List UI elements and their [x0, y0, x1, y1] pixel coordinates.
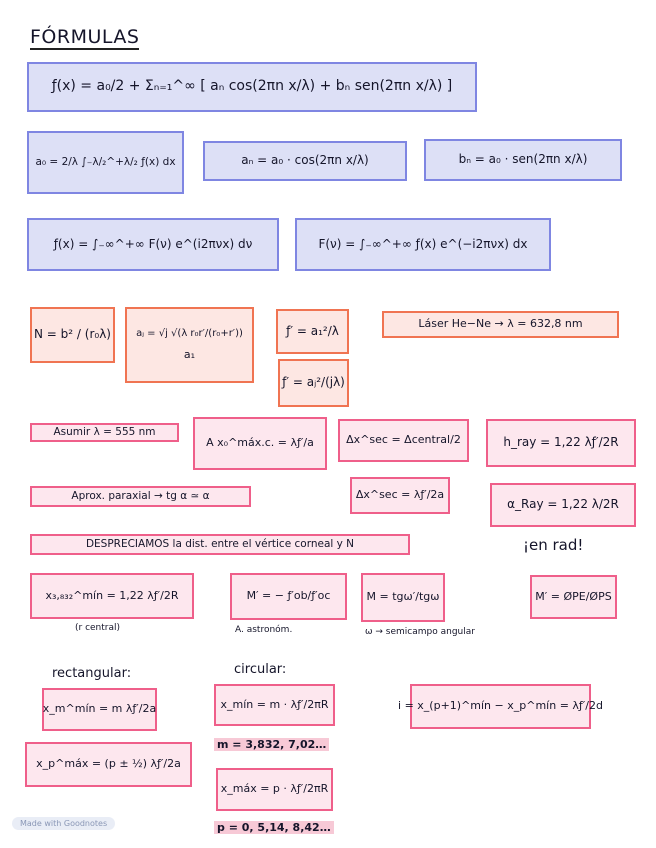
p-values-note: p = 0, 5,14, 8,42…: [214, 821, 334, 834]
angular-magnification-formula: M = tgω′/tgω: [361, 573, 445, 622]
fourier-transform-formula: F(ν) = ∫₋∞^+∞ ƒ(x) e^(−i2πνx) dx: [295, 218, 551, 271]
laser-wavelength-note: Láser He−Ne → λ = 632,8 nm: [382, 311, 619, 338]
circular-maximum-formula: x_máx = p · λƒ′/2πR: [216, 768, 333, 811]
fresnel-number-formula: N = b² / (r₀λ): [30, 307, 115, 363]
goodnotes-badge: Made with Goodnotes: [12, 817, 115, 830]
page-title: FÓRMULAS: [30, 26, 140, 48]
secondary-width-central-formula: Δx^sec = Δcentral/2: [338, 419, 469, 462]
rayleigh-angle-formula: α_Ray = 1,22 λ/2R: [490, 483, 636, 527]
assume-wavelength-note: Asumir λ = 555 nm: [30, 423, 179, 442]
interfringe-formula: i = x_(p+1)^mín − x_p^mín = λƒ′/2d: [410, 684, 591, 729]
zone-radius-underbrace-label: a₁: [183, 348, 196, 362]
pupil-magnification-formula: M′ = ØPE/ØPS: [530, 575, 617, 619]
max-central-amplitude-formula: A x₀^máx.c. = λƒ′/a: [193, 417, 327, 470]
circular-minimum-formula: x_mín = m · λƒ′/2πR: [214, 684, 335, 726]
m-values-note: m = 3,832, 7,02…: [214, 738, 329, 751]
corneal-vertex-note: DESPRECIAMOS la dist. entre el vértice corneal y N: [30, 534, 410, 555]
first-minimum-circular-formula: x₃,₈₃₂^mín = 1,22 λƒ′/2R: [30, 573, 194, 619]
inverse-fourier-formula: ƒ(x) = ∫₋∞^+∞ F(ν) e^(i2πνx) dν: [27, 218, 279, 271]
rectangular-maximum-formula: x_p^máx = (p ± ½) λƒ′/2a: [25, 742, 192, 787]
rectangular-minimum-formula: x_m^mín = m λƒ′/2a: [42, 688, 157, 731]
focal-zone-one-formula: ƒ′ = a₁²/λ: [276, 309, 349, 354]
bn-formula: bₙ = a₀ · sen(2πn x/λ): [424, 139, 622, 181]
fourier-series-formula: ƒ(x) = a₀/2 + Σₙ₌₁^∞ [ aₙ cos(2πn x/λ) + bₙ sen(2πn x/λ) ]: [27, 62, 477, 112]
radians-note: ¡en rad!: [523, 536, 584, 554]
central-radius-caption: (r central): [75, 623, 121, 633]
secondary-width-formula: Δx^sec = λƒ′/2a: [350, 477, 450, 514]
focal-zone-j-formula: ƒ′ = aⱼ²/(jλ): [278, 359, 349, 407]
astronomical-caption: A. astronóm.: [235, 625, 293, 635]
rayleigh-height-formula: h_ray = 1,22 λƒ′/2R: [486, 419, 636, 467]
rectangular-label: rectangular:: [52, 666, 132, 681]
an-formula: aₙ = a₀ · cos(2πn x/λ): [203, 141, 407, 181]
zone-radius-expression: aⱼ = √j √(λ r₀r′/(r₀+r′)): [136, 328, 243, 340]
a0-formula: a₀ = 2/λ ∫₋λ/₂^+λ/₂ ƒ(x) dx: [27, 131, 184, 194]
circular-label: circular:: [234, 662, 287, 677]
astronomical-magnification-formula: M′ = − ƒ′ob/ƒ′oc: [230, 573, 347, 620]
semifield-caption: ω → semicampo angular: [365, 627, 475, 637]
zone-radius-formula: [125, 307, 254, 383]
paraxial-approximation-note: Aprox. paraxial → tg α ≃ α: [30, 486, 251, 507]
